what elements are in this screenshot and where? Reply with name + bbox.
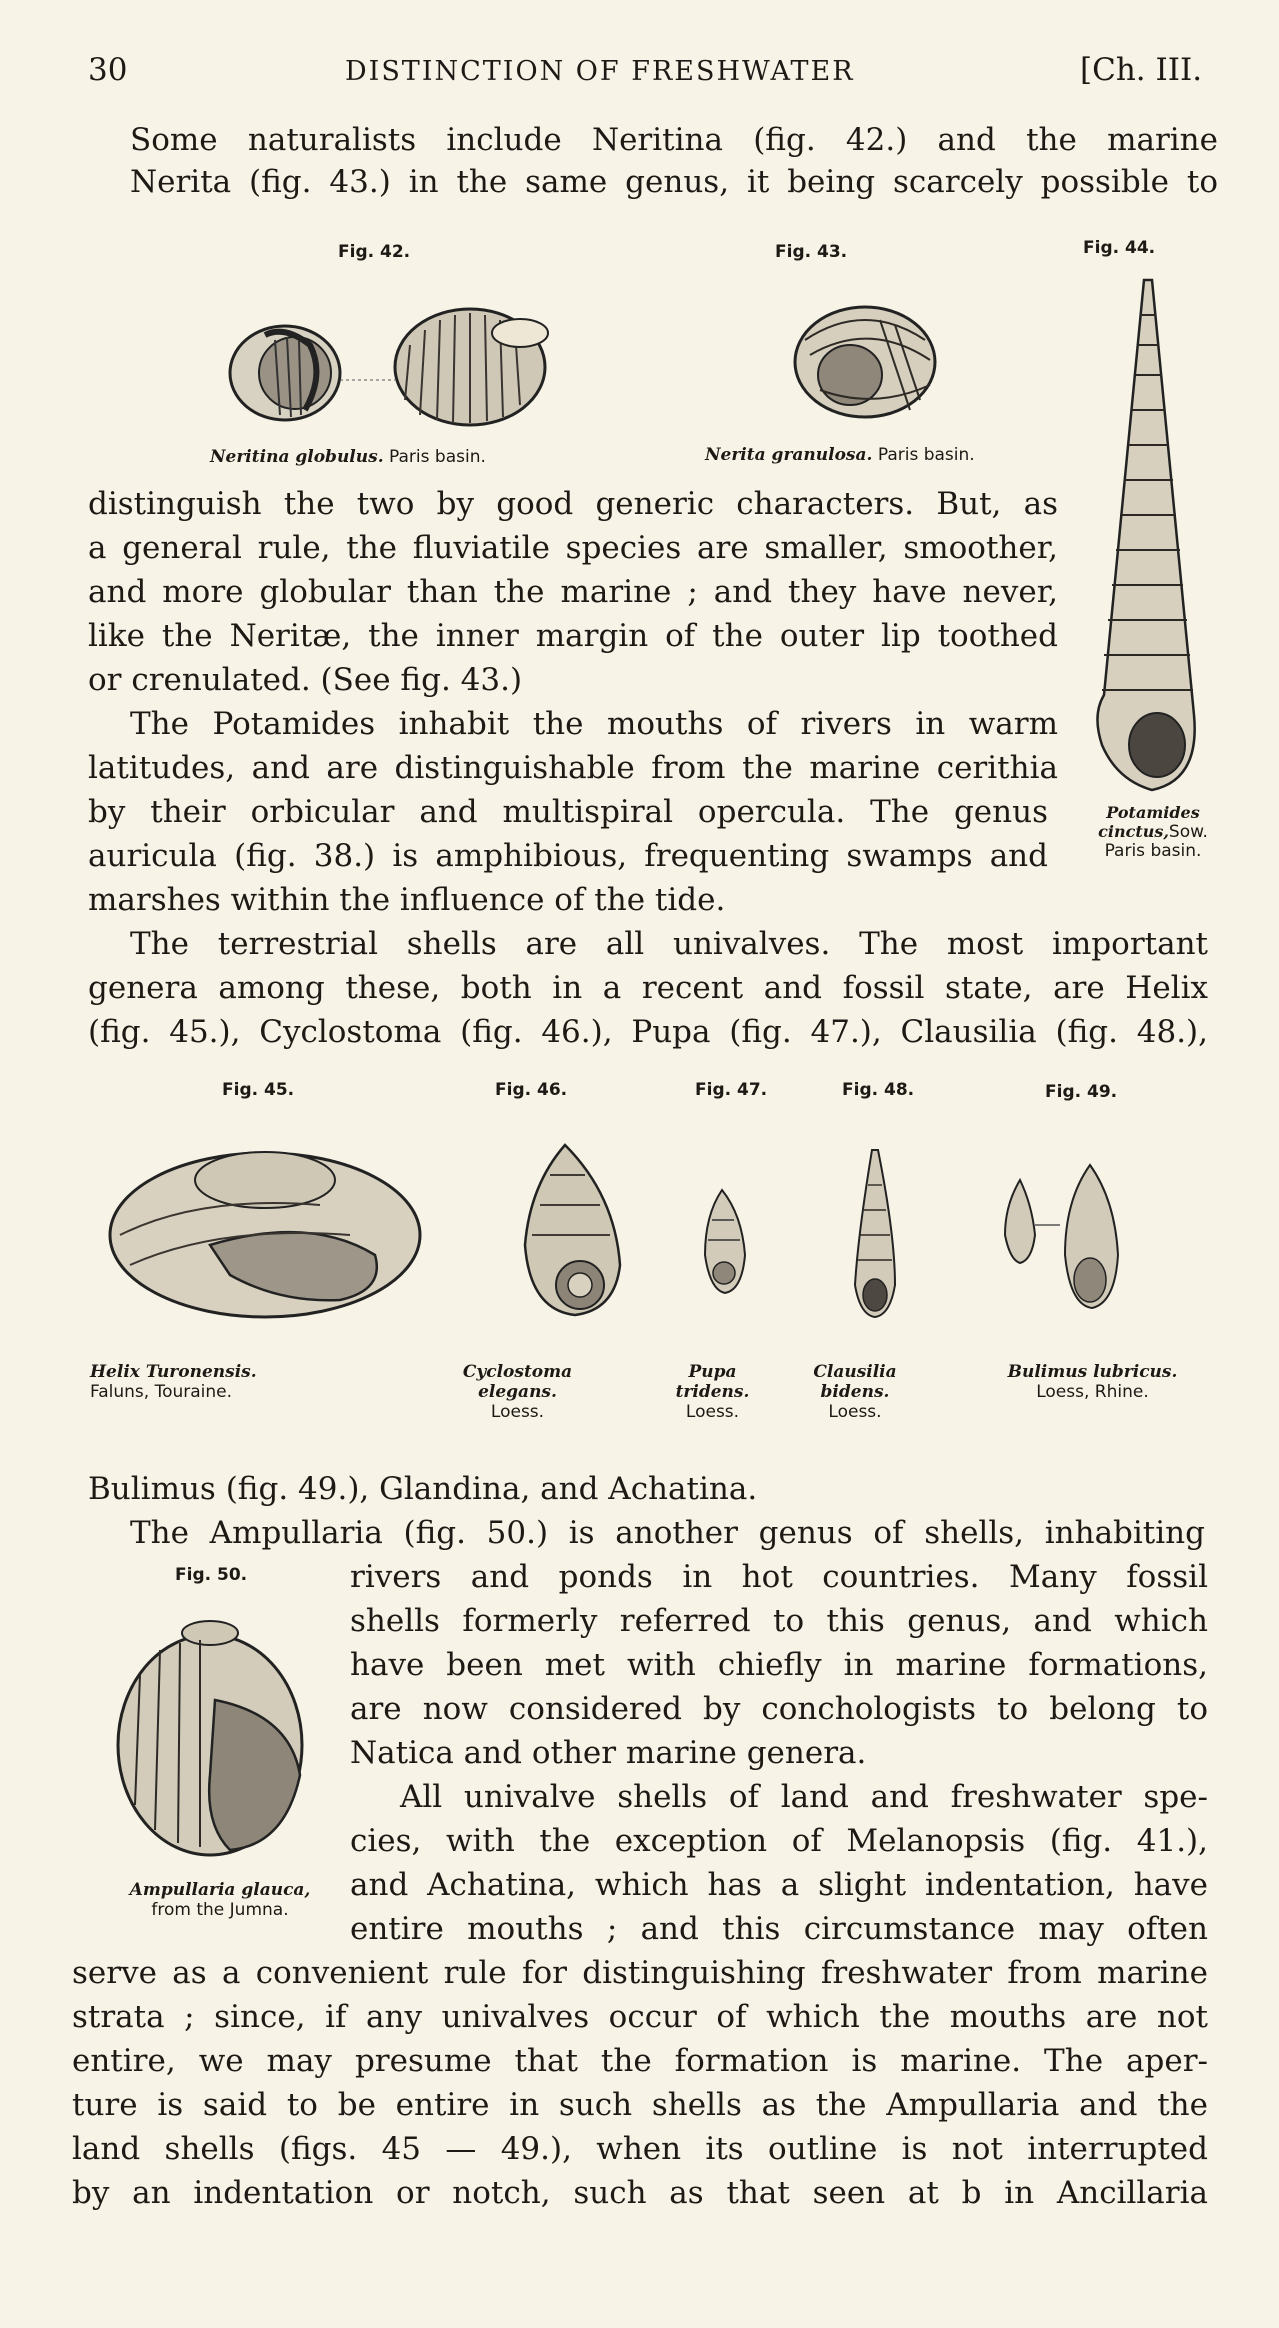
nerita-granulosa-illustration bbox=[780, 300, 950, 435]
figure-caption: Potamides cinctus,Sow. Paris basin. bbox=[1098, 803, 1208, 861]
pupa-shell bbox=[705, 1190, 745, 1293]
text-line: The Potamides inhabit the mouths of rivers in warm bbox=[130, 706, 1058, 742]
neritina-globulus-illustration bbox=[215, 305, 615, 435]
text-line: strata ; since, if any univalves occur of which the mouths are not bbox=[72, 1999, 1208, 2035]
running-header bbox=[0, 52, 1279, 102]
text-line: entire, we may presume that the formation is marine. The aper- bbox=[72, 2043, 1208, 2079]
cyclostoma-shell bbox=[525, 1145, 620, 1315]
text-line: Bulimus (fig. 49.), Glandina, and Achatina. bbox=[88, 1471, 758, 1507]
text-line: have been met with chiefly in marine formations, bbox=[350, 1647, 1208, 1683]
figure-label: Fig. 43. bbox=[775, 242, 848, 262]
text-line: The Ampullaria (fig. 50.) is another genus of shells, inhabiting bbox=[130, 1515, 1205, 1551]
figure-caption: Nerita granulosa. Paris basin. bbox=[705, 445, 975, 465]
figure-label: Fig. 42. bbox=[338, 242, 411, 262]
text-line: Natica and other marine genera. bbox=[350, 1735, 867, 1771]
figure-caption: Pupa tridens. Loess. bbox=[675, 1362, 750, 1422]
text-line: are now considered by conchologists to belong to bbox=[350, 1691, 1208, 1727]
chapter-marker: [Ch. III. bbox=[1080, 52, 1203, 88]
page-number: 30 bbox=[88, 52, 128, 88]
potamides-cinctus-illustration bbox=[1082, 275, 1212, 795]
figure-label: Fig. 50. bbox=[175, 1565, 248, 1585]
figure-caption: Clausilia bidens. Loess. bbox=[813, 1362, 897, 1422]
text-line: land shells (figs. 45 — 49.), when its outline is not interrupted bbox=[72, 2131, 1208, 2167]
figure-label: Fig. 45. bbox=[222, 1080, 295, 1100]
clausilia-shell bbox=[855, 1150, 895, 1317]
text-line: distinguish the two by good generic characters. But, as bbox=[88, 486, 1058, 522]
figure-label: Fig. 48. bbox=[842, 1080, 915, 1100]
text-line: and Achatina, which has a slight indentation, have bbox=[350, 1867, 1208, 1903]
figure-label: Fig. 46. bbox=[495, 1080, 568, 1100]
ampullaria-glauca-illustration bbox=[110, 1605, 330, 1865]
figure-label: Fig. 49. bbox=[1045, 1082, 1118, 1102]
figure-label: Fig. 44. bbox=[1083, 238, 1156, 258]
figure-caption: Cyclostoma elegans. Loess. bbox=[462, 1362, 573, 1422]
text-line: a general rule, the fluviatile species are smaller, smoother, bbox=[88, 530, 1058, 566]
text-line: and more globular than the marine ; and they have never, bbox=[88, 574, 1058, 610]
figure-label: Fig. 47. bbox=[695, 1080, 768, 1100]
text-line: by their orbicular and multispiral opercula. The genus bbox=[88, 794, 1048, 830]
text-line: shells formerly referred to this genus, and which bbox=[350, 1603, 1208, 1639]
text-line: genera among these, both in a recent and fossil state, are Helix bbox=[88, 970, 1208, 1006]
text-line: latitudes, and are distinguishable from the marine cerithia bbox=[88, 750, 1058, 786]
text-line: entire mouths ; and this circumstance may often bbox=[350, 1911, 1208, 1947]
text-line: auricula (fig. 38.) is amphibious, frequenting swamps and bbox=[88, 838, 1048, 874]
text-line: marshes within the influence of the tide. bbox=[88, 882, 726, 918]
land-shells-illustrations bbox=[100, 1125, 1220, 1335]
text-line: (fig. 45.), Cyclostoma (fig. 46.), Pupa (fig. 47.), Clausilia (fig. 48.), bbox=[88, 1014, 1208, 1050]
text-line: or crenulated. (See fig. 43.) bbox=[88, 662, 523, 698]
figure-caption: Bulimus lubricus. Loess, Rhine. bbox=[1007, 1362, 1178, 1402]
text-line: cies, with the exception of Melanopsis (fig. 41.), bbox=[350, 1823, 1208, 1859]
text-line: Some naturalists include Neritina (fig. 42.) and the marine bbox=[130, 122, 1218, 158]
bulimus-shell bbox=[1005, 1165, 1118, 1308]
text-line: The terrestrial shells are all univalves. The most important bbox=[130, 926, 1208, 962]
text-line: by an indentation or notch, such as that seen at b in Ancillaria bbox=[72, 2175, 1208, 2211]
helix-shell bbox=[110, 1152, 420, 1317]
text-line: serve as a convenient rule for distinguishing freshwater from marine bbox=[72, 1955, 1208, 1991]
figure-caption: Ampullaria glauca, from the Jumna. bbox=[129, 1880, 311, 1920]
text-line: All univalve shells of land and freshwater spe- bbox=[400, 1779, 1208, 1815]
text-line: rivers and ponds in hot countries. Many fossil bbox=[350, 1559, 1208, 1595]
figure-caption: Helix Turonensis. Faluns, Touraine. bbox=[90, 1362, 257, 1402]
text-line: like the Neritæ, the inner margin of the outer lip toothed bbox=[88, 618, 1058, 654]
text-line: Nerita (fig. 43.) in the same genus, it being scarcely possible to bbox=[130, 164, 1218, 200]
running-title: DISTINCTION OF FRESHWATER bbox=[345, 56, 855, 87]
figure-caption: Neritina globulus. Paris basin. bbox=[210, 447, 486, 467]
text-line: ture is said to be entire in such shells as the Ampullaria and the bbox=[72, 2087, 1208, 2123]
